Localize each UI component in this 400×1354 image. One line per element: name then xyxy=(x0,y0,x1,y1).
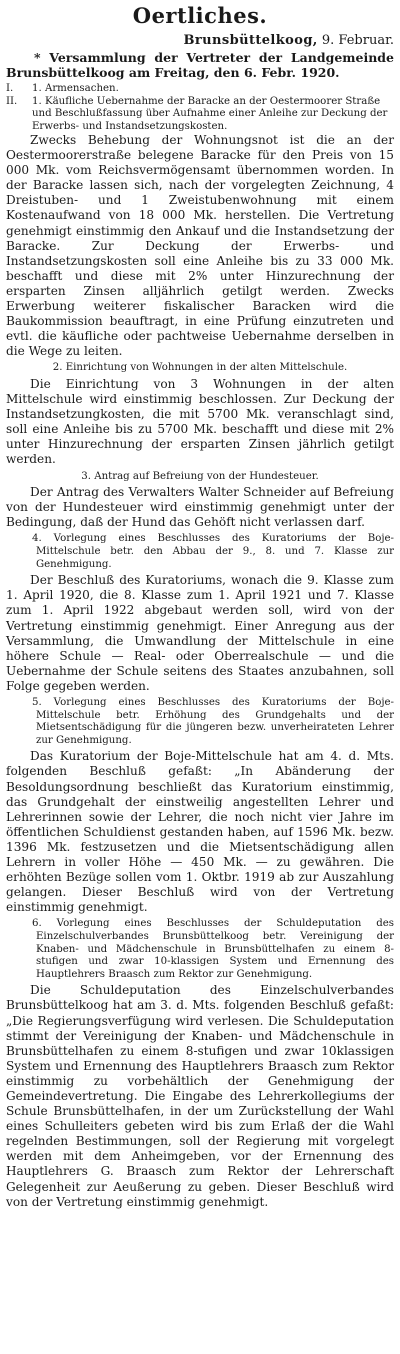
paragraph-barracks: Zwecks Behebung der Wohnungsnot ist die an der Oestermoorerstraße belegene Baracke für den Preis von 15 000 Mk. vom Reichsvermögensamt übernommen worden. In der Baracke lassen sich, nach der vorgelegten Zeichnung, 4 Dreistuben- und 1 Zweistubenwohnung mit einem Kostenaufwand von 18 000 Mk. herstellen. Die Vertretung genehmigt einstimmig den Ankauf und die Instandsetzung der Baracke. Zur Deckung der Erwerbs- und Instandsetzungskosten soll eine Anleihe bis zu 33 000 Mk. beschafft und diese mit 2% unter Hinzurechnung der ersparten Zinsen alljährlich getilgt werden. Zwecks Erwerbung weiterer fiskalischer Baracken wird die Baukommission beauftragt, in eine Prüfung einzutreten und evtl. die käufliche oder pachtweise Uebernahme derselben in die Wege zu leiten. xyxy=(6,133,394,359)
paragraph-school-merger: Die Schuldeputation des Einzelschulverbandes Brunsbüttelkoog hat am 3. d. Mts. folgenden Beschluß gefaßt: „Die Regierungsverfügung wird verlesen. Die Schuldeputation stimmt der Vereinigung der Knaben- und Mädchenschule in Brunsbüttelhafen zu einem 8-stufigen und zwar 10klassigen System und Ernennung des Hauptlehrers Braasch zum Rektor einstimmig zu vorbehältlich der Genehmigung der Gemeindevertretung. Die Eingabe des Lehrerkollegiums der Schule Brunsbüttelhafen, in der um Zurückstellung der Wahl eines Schulleiters gebeten wird bis zum Erlaß der die Wahl regelnden Bestimmungen, soll der Regierung mit vorgelegt werden mit dem Anheimgeben, vor der Ernennung des Hauptlehrers G. Braasch zum Rektor der Lehrerschaft Gelegenheit zur Aeußerung zu geben. Dieser Beschluß wird von der Vertretung einstimmig genehmigt. xyxy=(6,983,394,1209)
agenda-number: I. xyxy=(6,83,14,94)
agenda-item-1 xyxy=(6,83,394,96)
dateline-place: Brunsbüttelkoog, xyxy=(183,33,318,48)
item-3-heading: 3. Antrag auf Befreiung von der Hundesteuer. xyxy=(81,470,319,482)
item-2-heading: 2. Einrichtung von Wohnungen in der alten Mittelschule. xyxy=(52,362,348,374)
item-6-heading: 6. Vorlegung eines Beschlusses der Schuldeputation des Einzelschulverbandes Brunsbüttelkoog betr. Vereinigung der Knaben- und Mädchenschule in Brunsbüttelhafen zu einem 8-stufigen und zwar 10-klassigen System und Ernennung des Hauptlehrers Braasch zum Rektor zur Genehmigung. xyxy=(32,918,394,980)
item-5-heading: 5. Vorlegung eines Beschlusses des Kuratoriums der Boje-Mittelschule betr. Erhöhung des Grundgehalts und der Mietsentschädigung für die jüngeren bezw. unverheirateten Lehrer zur Genehmigung. xyxy=(32,696,394,746)
agenda xyxy=(6,83,394,133)
section-heading: Oertliches. xyxy=(132,3,268,28)
paragraph-salary: Das Kuratorium der Boje-Mittelschule hat am 4. d. Mts. folgenden Beschluß gefaßt: „In Abänderung der Besoldungsordnung beschließt das Kuratorium einstimmig, das Grundgehalt der einstweilig angestellten Lehrer und Lehrerinnen sowie der Lehrer, die noch nicht vier Jahre im öffentlichen Schuldienst gestanden haben, auf 1596 Mk. bezw. 1396 Mk. festzusetzen und die Mietsentschädigung allen Lehrern in voller Höhe — 450 Mk. — zu gewähren. Die erhöhten Bezüge sollen vom 1. Oktbr. 1919 ab zur Auszahlung gelangen. Dieser Beschluß wird von der Vertretung einstimmig genehmigt. xyxy=(6,749,394,915)
meeting-title: * Versammlung der Vertreter der Landgemeinde Brunsbüttelkoog am Freitag, den 6. Febr. 1920. xyxy=(6,50,394,80)
agenda-text: 1. Armensachen. xyxy=(32,83,119,94)
paragraph-old-school: Die Einrichtung von 3 Wohnungen in der alten Mittelschule wird einstimmig beschlossen. Zur Deckung der Instandsetzungkosten, die mit 5700 Mk. veranschlagt sind, soll eine Anleihe bis zu 5700 Mk. beschafft und diese mit 2% unter Hinzurechnung der ersparten Zinsen jährlich getilgt werden. xyxy=(6,377,394,467)
paragraph-class-reduction: Der Beschluß des Kuratoriums, wonach die 9. Klasse zum 1. April 1920, die 8. Klasse zum 1. April 1921 und 7. Klasse zum 1. April 1922 abgebaut werden soll, wird von der Vertretung einstimmig genehmigt. Einer Anregung aus der Versammlung, die Umwandlung der Mittelschule in eine höhere Schule — Real- oder Oberrealschule — und die Uebernahme der Schule seitens des Staates anzubahnen, soll Folge gegeben werden. xyxy=(6,573,394,693)
agenda-item-2 xyxy=(6,96,394,134)
item-4-heading: 4. Vorlegung eines Beschlusses des Kuratoriums der Boje-Mittelschule betr. den Abbau der 9., 8. und 7. Klasse zur Genehmigung. xyxy=(32,533,394,570)
agenda-text: 1. Käufliche Uebernahme der Baracke an der Oestermoorer Straße und Beschlußfassung über Aufnahme einer Anleihe zur Deckung der Erwerbs- und Instandsetzungskosten. xyxy=(32,95,388,132)
dateline-date: 9. Februar. xyxy=(321,33,394,48)
agenda-number: II. xyxy=(6,95,18,107)
paragraph-dog-tax: Der Antrag des Verwalters Walter Schneider auf Befreiung von der Hundesteuer wird einstimmig genehmigt unter der Bedingung, daß der Hund das Gehöft nicht verlassen darf. xyxy=(6,485,394,530)
dateline xyxy=(6,33,394,49)
